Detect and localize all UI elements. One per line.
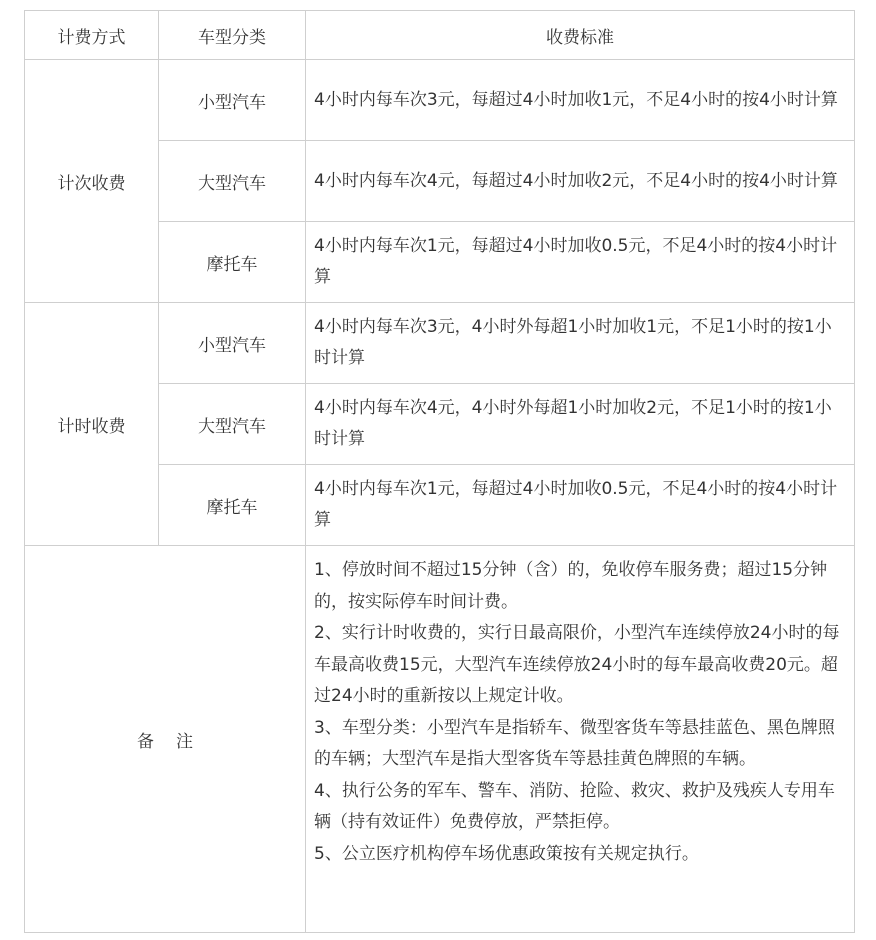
method-cell: 计次收费 xyxy=(25,60,159,303)
standard-cell: 4小时内每车次4元，每超过4小时加收2元，不足4小时的按4小时计算 xyxy=(306,141,855,222)
header-type: 车型分类 xyxy=(159,11,306,60)
vehicle-type-cell: 大型汽车 xyxy=(159,141,306,222)
standard-cell: 4小时内每车次1元，每超过4小时加收0.5元，不足4小时的按4小时计算 xyxy=(306,222,855,303)
standard-cell: 4小时内每车次4元，4小时外每超1小时加收2元，不足1小时的按1小时计算 xyxy=(306,384,855,465)
note-item: 1、停放时间不超过15分钟（含）的，免收停车服务费；超过15分钟的，按实际停车时间计费。 xyxy=(314,560,828,612)
note-item: 5、公立医疗机构停车场优惠政策按有关规定执行。 xyxy=(314,843,699,864)
header-standard: 收费标准 xyxy=(306,11,855,60)
fee-table xyxy=(24,10,855,933)
note-item: 3、车型分类：小型汽车是指轿车、微型客货车等悬挂蓝色、黑色牌照的车辆；大型汽车是指大型客货车等悬挂黄色牌照的车辆。 xyxy=(314,717,835,769)
standard-cell: 4小时内每车次1元，每超过4小时加收0.5元，不足4小时的按4小时计算 xyxy=(306,465,855,546)
vehicle-type-cell: 小型汽车 xyxy=(159,60,306,141)
table-row xyxy=(25,60,855,141)
header-row xyxy=(25,11,855,60)
header-method: 计费方式 xyxy=(25,11,159,60)
vehicle-type-cell: 小型汽车 xyxy=(159,303,306,384)
vehicle-type-cell: 大型汽车 xyxy=(159,384,306,465)
table-row xyxy=(25,303,855,384)
note-item: 4、执行公务的军车、警车、消防、抢险、救灾、救护及残疾人专用车辆（持有效证件）免费停放，严禁拒停。 xyxy=(314,780,835,832)
vehicle-type-cell: 摩托车 xyxy=(159,465,306,546)
notes-label-cell xyxy=(25,546,306,933)
standard-cell: 4小时内每车次3元，每超过4小时加收1元，不足4小时的按4小时计算 xyxy=(306,60,855,141)
note-item: 2、实行计时收费的，实行日最高限价，小型汽车连续停放24小时的每车最高收费15元，大型汽车连续停放24小时的每车最高收费20元。超过24小时的重新按以上规定计收。 xyxy=(314,623,840,706)
notes-label-second: 注 xyxy=(176,731,193,752)
notes-content-cell xyxy=(306,546,855,933)
vehicle-type-cell: 摩托车 xyxy=(159,222,306,303)
standard-cell: 4小时内每车次3元，4小时外每超1小时加收1元，不足1小时的按1小时计算 xyxy=(306,303,855,384)
notes-label-first: 备 xyxy=(137,731,154,752)
method-cell: 计时收费 xyxy=(25,303,159,546)
notes-row xyxy=(25,546,855,933)
